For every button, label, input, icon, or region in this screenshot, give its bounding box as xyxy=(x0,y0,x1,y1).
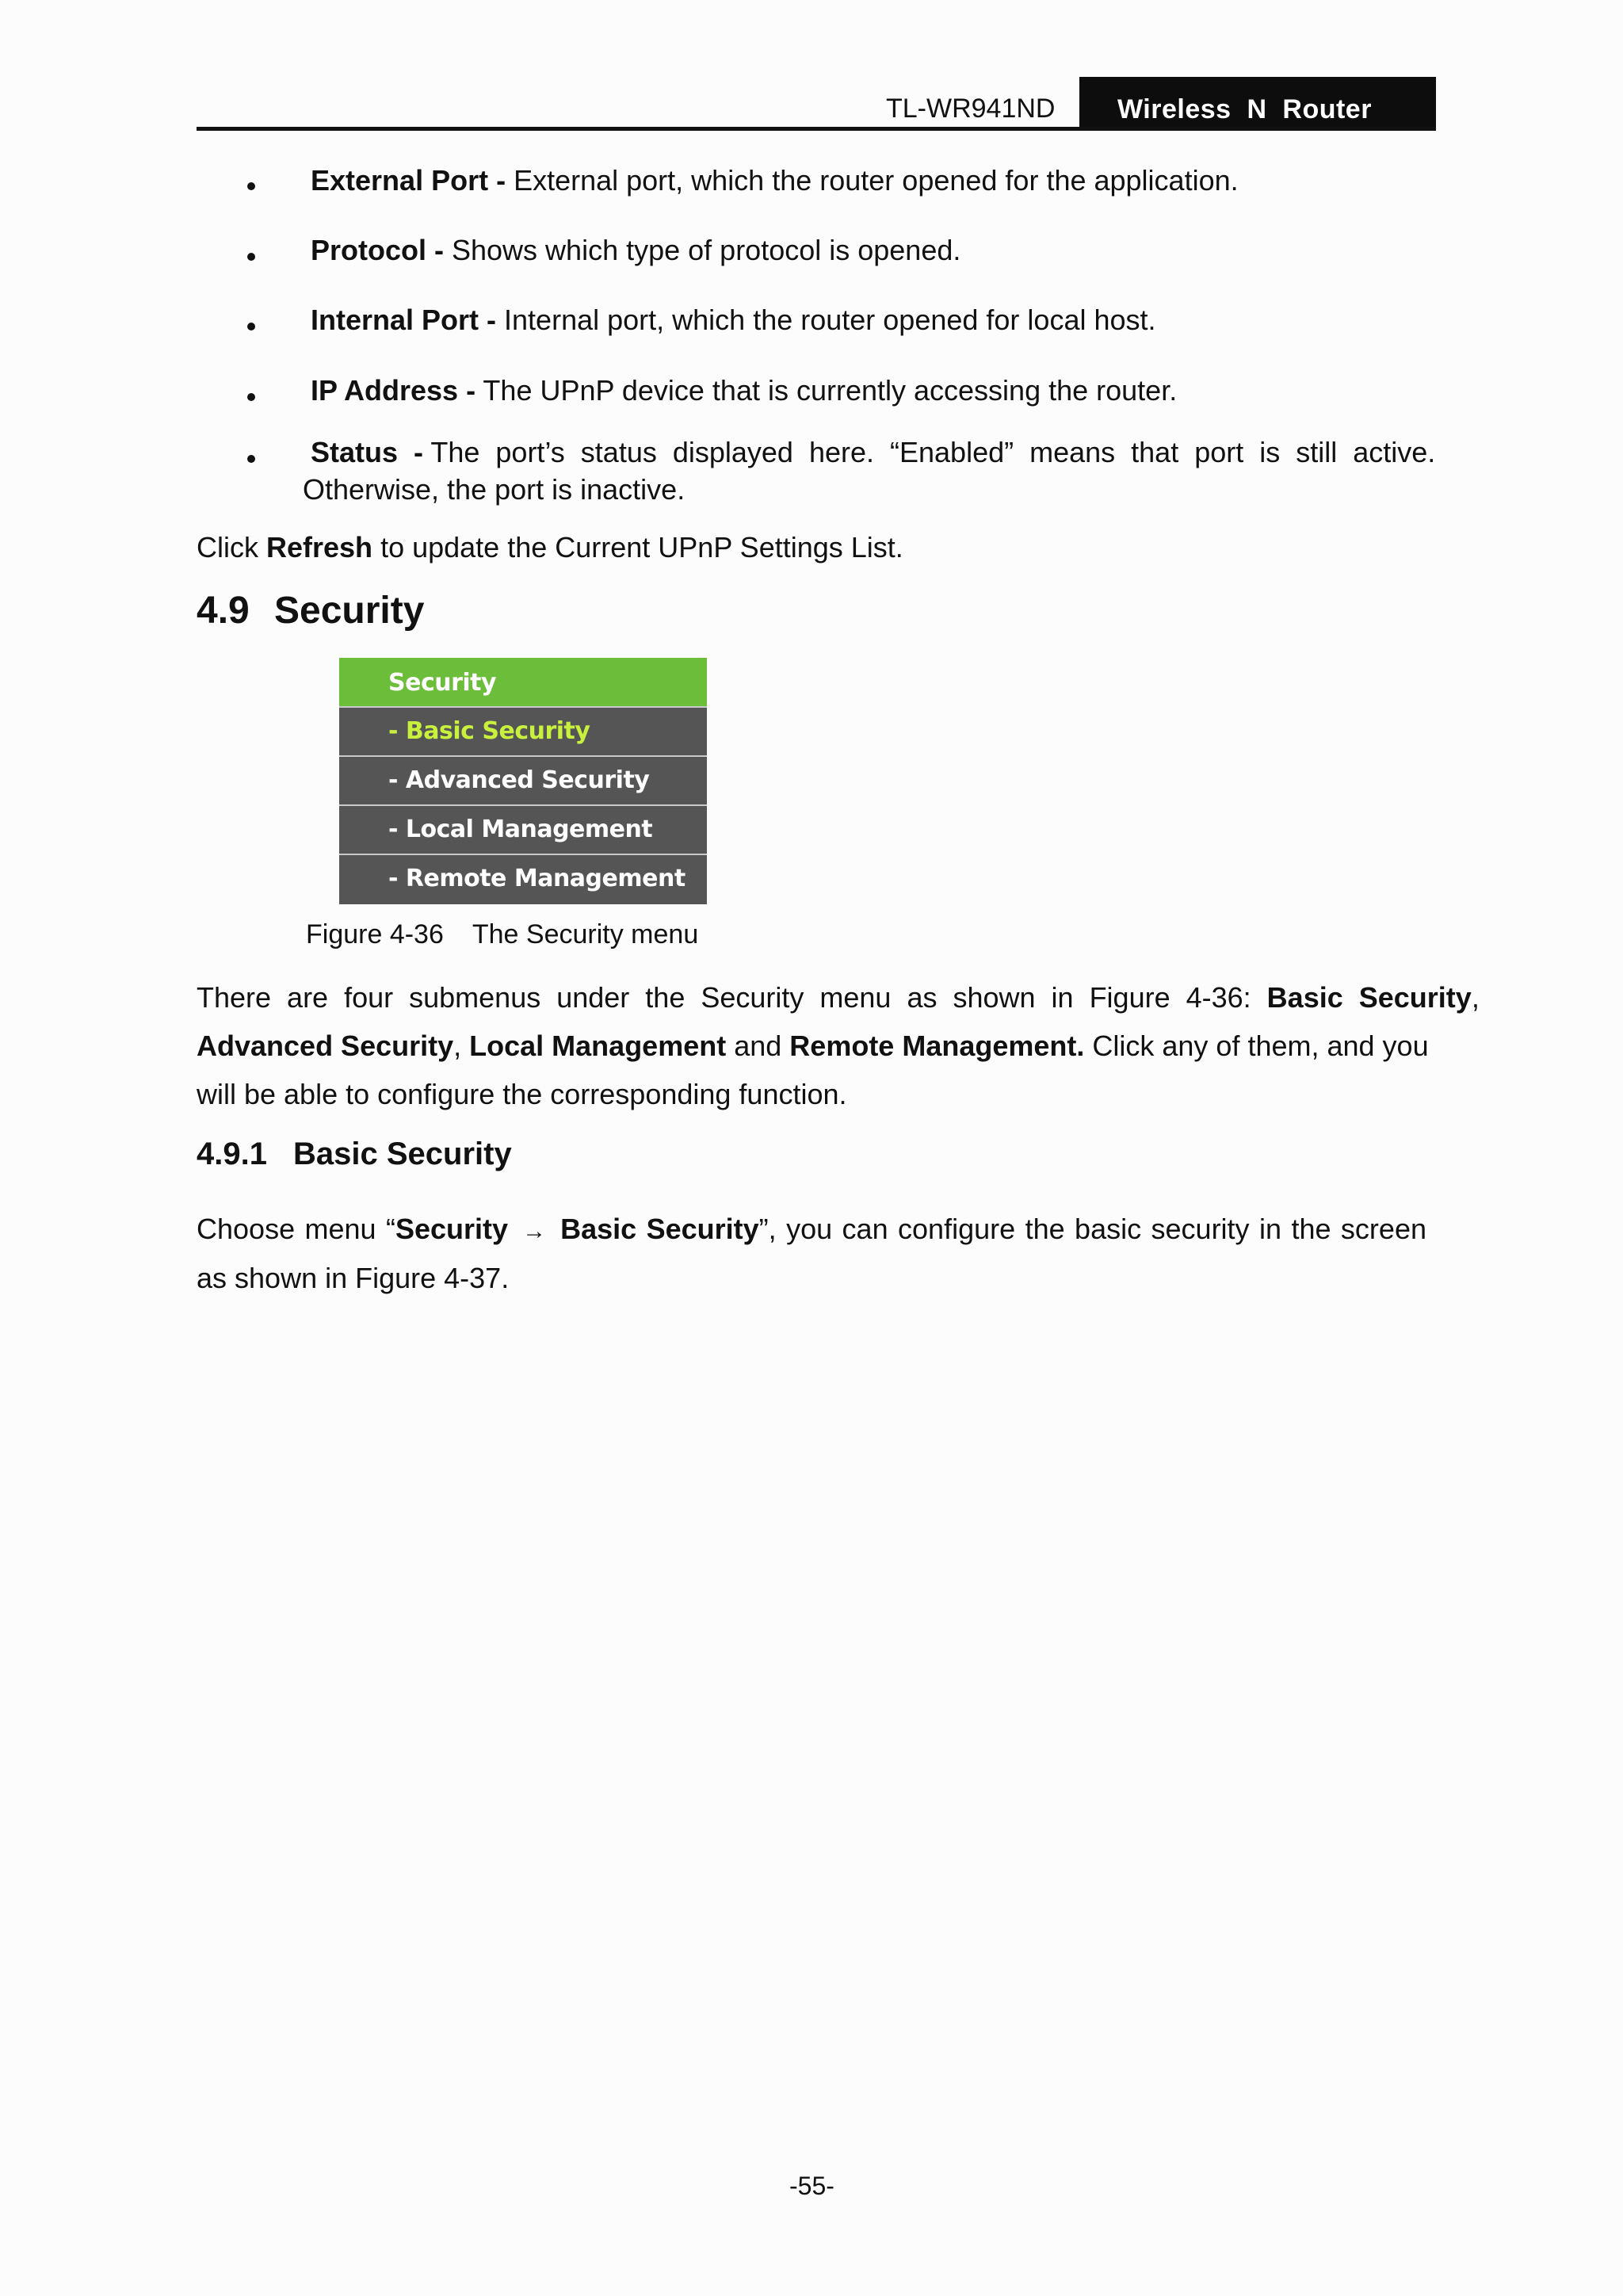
section-heading xyxy=(197,589,424,632)
bold-term: Basic Security xyxy=(1266,981,1472,1014)
bullet-term: IP Address - xyxy=(311,374,476,407)
choose-line-1 xyxy=(197,1213,1426,1246)
text: ”, you can configure the basic security in the screen xyxy=(758,1213,1426,1245)
bullet-internal-port xyxy=(311,301,1156,339)
text: to update the Current UPnP Settings List. xyxy=(372,531,903,563)
text: Click xyxy=(197,531,266,563)
submenus-line-2 xyxy=(197,1030,1429,1063)
text: , xyxy=(453,1030,470,1062)
bullet-text: Shows which type of protocol is opened. xyxy=(444,234,961,266)
menu-item-basic-security[interactable]: - Basic Security xyxy=(339,708,707,757)
text: and xyxy=(726,1030,790,1062)
bullet-text: The port’s status displayed here. “Enabled” means that port is still active. xyxy=(423,436,1436,468)
bullet-icon xyxy=(247,323,255,330)
bullet-term: Internal Port - xyxy=(311,304,497,336)
text: There are four submenus under the Security menu as shown in Figure 4-36: xyxy=(197,981,1267,1014)
bullet-protocol xyxy=(311,231,960,269)
bullet-term: Protocol - xyxy=(311,234,444,266)
bullet-status-continuation: Otherwise, the port is inactive. xyxy=(303,473,685,506)
menu-item-advanced-security[interactable]: - Advanced Security xyxy=(339,757,707,806)
bullet-text: External port, which the router opened for the application. xyxy=(506,164,1239,197)
bold-term: Advanced Security xyxy=(197,1030,454,1062)
bullet-term: Status - xyxy=(311,436,424,468)
figure-caption xyxy=(306,919,698,950)
bullet-term: External Port - xyxy=(311,164,506,197)
menu-item-local-management[interactable]: - Local Management xyxy=(339,806,707,855)
header-model: TL-WR941ND xyxy=(886,94,1056,124)
text: , xyxy=(1471,981,1480,1014)
arrow-icon: → xyxy=(522,1218,547,1244)
bullet-icon xyxy=(247,455,255,463)
figure-label: Figure 4-36 xyxy=(306,919,444,949)
bold-term: Remote Management. xyxy=(789,1030,1085,1062)
bullet-icon xyxy=(247,182,255,190)
subsection-title: Basic Security xyxy=(293,1137,512,1171)
security-menu xyxy=(339,658,707,904)
bullet-text: The UPnP device that is currently accessing the router. xyxy=(475,374,1178,407)
submenus-line-3: will be able to configure the corresponding function. xyxy=(197,1078,847,1110)
subsection-heading xyxy=(197,1137,512,1172)
section-number: 4.9 xyxy=(197,590,250,632)
bullet-external-port xyxy=(311,162,1239,200)
header-rule xyxy=(197,127,1436,131)
menu-header-security[interactable]: Security xyxy=(339,658,707,708)
section-title: Security xyxy=(274,590,425,632)
bullet-status xyxy=(311,434,1436,472)
refresh-term: Refresh xyxy=(266,531,373,563)
bold-term: Basic Security xyxy=(560,1213,759,1245)
header-product: Wireless N Router xyxy=(1117,94,1372,124)
subsection-number: 4.9.1 xyxy=(197,1137,267,1171)
menu-item-remote-management[interactable]: - Remote Management xyxy=(339,855,707,904)
bold-term: Local Management xyxy=(469,1030,727,1062)
bullet-icon xyxy=(247,393,255,401)
header-product-box xyxy=(1079,77,1436,129)
bullet-ip-address xyxy=(311,372,1177,410)
bullet-text: Internal port, which the router opened for local host. xyxy=(496,304,1156,336)
refresh-paragraph xyxy=(197,531,903,564)
submenus-line-1 xyxy=(197,981,1480,1014)
page-number: -55- xyxy=(789,2172,834,2200)
text: Choose menu “ xyxy=(197,1213,395,1245)
text: Click any of them, and you xyxy=(1084,1030,1429,1062)
figure-text: The Security menu xyxy=(472,919,699,949)
bold-term: Security xyxy=(395,1213,509,1245)
bullet-icon xyxy=(247,253,255,261)
choose-line-2: as shown in Figure 4-37. xyxy=(197,1262,510,1294)
